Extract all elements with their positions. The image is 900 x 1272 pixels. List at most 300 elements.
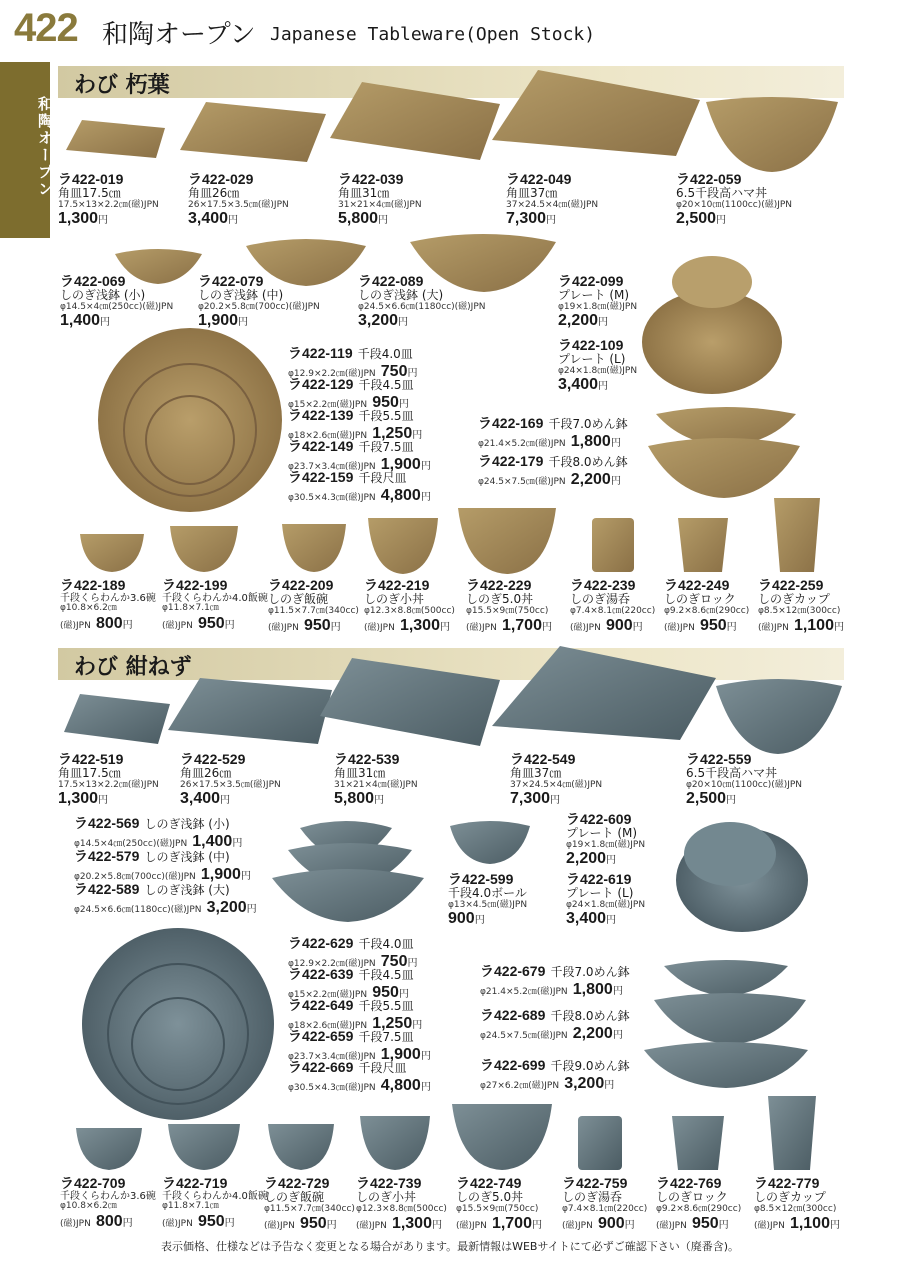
product-line: 5,800: [338, 210, 379, 228]
product-item: [358, 274, 486, 330]
product-spec: φ7.4×8.1㎝(220cc): [562, 1203, 648, 1214]
product-name: しのぎ小丼: [356, 1190, 417, 1205]
product-name: 6.5千段高ハマ丼: [676, 186, 768, 201]
product-spec: φ8.5×12㎝(300cc): [758, 605, 841, 616]
product-item: [656, 1176, 741, 1233]
product-line: 2,200: [566, 850, 607, 868]
product-spec: (磁)JPN: [570, 623, 601, 634]
product-price: 750: [380, 362, 408, 380]
product-price: 1,700: [491, 1215, 532, 1233]
product-code: ラ422-179: [478, 453, 544, 469]
yen-label: 円: [726, 795, 737, 807]
product-spec: (磁)JPN: [264, 1221, 295, 1232]
product-item: [364, 578, 455, 635]
product-line: [288, 1058, 431, 1076]
product-code: ラ422-639: [288, 966, 354, 982]
product-code: ラ422-129: [288, 376, 354, 392]
product-code: ラ422-039: [338, 171, 404, 187]
product-name: 角皿26㎝: [188, 186, 240, 201]
product-line: [480, 1006, 630, 1024]
product-code: ラ422-609: [566, 811, 632, 827]
yen-label: 円: [550, 795, 561, 807]
product-price: [338, 210, 422, 228]
product-spec: φ20×10㎝(1100cc)(磁)JPN: [686, 779, 803, 790]
square-plate-photo: [64, 694, 170, 744]
section-title: わび 紺ねず: [74, 655, 192, 680]
product-spec: φ20.2×5.8㎝(700cc)(磁)JPN: [198, 301, 320, 312]
yen-label: 円: [374, 795, 385, 807]
product-line: [288, 1076, 431, 1095]
product-item: [510, 752, 602, 808]
product-price: 950: [299, 1215, 327, 1233]
product-price: 950: [197, 615, 225, 633]
product-line: [264, 1214, 355, 1233]
noodle-bowl-photo: [654, 993, 806, 1044]
product-name: 千段くらわんか4.0飯碗: [162, 593, 268, 605]
product-item: [466, 578, 552, 635]
yen-label: 円: [598, 381, 609, 393]
cup-photo: [768, 1096, 816, 1170]
yen-label: 円: [439, 622, 450, 634]
product-item: [480, 1006, 630, 1042]
yen-label: 円: [246, 903, 257, 915]
product-price: [558, 376, 637, 394]
product-price: 4,800: [380, 486, 421, 504]
yen-label: 円: [624, 1220, 635, 1232]
product-price: 1,800: [572, 980, 613, 998]
product-code: ラ422-139: [288, 407, 354, 423]
product-name: しのぎ湯呑: [562, 1190, 623, 1205]
product-price: [566, 910, 645, 928]
product-line: [162, 1212, 268, 1231]
product-line: [288, 934, 417, 952]
product-line: 3,400: [188, 210, 229, 228]
yen-label: 円: [541, 622, 552, 634]
product-price: [566, 850, 645, 868]
product-price: 3,200: [206, 898, 247, 916]
product-code: ラ422-659: [288, 1028, 354, 1044]
product-code: ラ422-239: [570, 577, 636, 593]
product-spec: (磁)JPN: [60, 621, 91, 632]
product-name: 角皿37㎝: [506, 186, 558, 201]
product-spec: φ19×1.8㎝(磁)JPN: [566, 839, 646, 850]
product-item: [570, 578, 655, 635]
product-code: ラ422-079: [198, 273, 264, 289]
section-title: わび 朽葉: [74, 73, 170, 98]
product-spec: φ18×2.6㎝(磁)JPN: [288, 1020, 368, 1031]
product-line: [74, 898, 257, 917]
yen-label: 円: [232, 837, 243, 849]
product-price: [334, 790, 418, 808]
product-item: [162, 1176, 268, 1231]
product-line: 1,300: [58, 210, 99, 228]
product-line: [74, 814, 242, 832]
yen-label: 円: [398, 317, 409, 329]
product-price: [198, 312, 320, 330]
product-price: 950: [197, 1213, 225, 1231]
product-item: [456, 1176, 542, 1233]
product-spec: φ14.5×4㎝(250cc)(磁)JPN: [60, 301, 174, 312]
product-code: ラ422-539: [334, 751, 400, 767]
product-line: [288, 486, 431, 505]
yen-label: 円: [407, 367, 418, 379]
product-code: ラ422-769: [656, 1175, 722, 1191]
product-item: [162, 578, 268, 633]
yen-label: 円: [833, 622, 844, 634]
product-code: ラ422-119: [288, 345, 353, 361]
product-line: 3,400: [180, 790, 221, 808]
product-code: ラ422-069: [60, 273, 126, 289]
product-item: [264, 1176, 355, 1233]
product-code: ラ422-019: [58, 171, 124, 187]
yen-label: 円: [326, 1220, 337, 1232]
yen-label: 円: [378, 215, 389, 227]
product-code: ラ422-519: [58, 751, 124, 767]
stacked-plates-photo: [82, 928, 274, 1120]
product-price: 1,300: [399, 617, 440, 635]
product-price: [558, 312, 637, 330]
product-price: 1,900: [380, 1045, 421, 1063]
yen-label: 円: [474, 915, 485, 927]
product-name: 千段くらわんか3.6碗: [60, 1191, 156, 1203]
yen-label: 円: [606, 915, 617, 927]
product-name: 千段尺皿: [358, 471, 407, 485]
yen-label: 円: [228, 215, 239, 227]
yen-label: 円: [632, 622, 643, 634]
yen-label: 円: [407, 957, 418, 969]
product-item: [566, 812, 645, 868]
noodle-bowl-photo: [644, 1042, 808, 1088]
rock-glass-photo: [672, 1116, 724, 1170]
yen-label: 円: [100, 317, 111, 329]
product-name: 千段4.5皿: [358, 378, 414, 392]
product-price: [180, 790, 281, 808]
product-line: [478, 432, 628, 451]
yen-label: 円: [420, 491, 431, 503]
product-name: しのぎカップ: [758, 592, 830, 607]
product-name: プレート (L): [566, 886, 634, 901]
product-code: ラ422-589: [74, 881, 140, 897]
product-code: ラ422-729: [264, 1175, 330, 1191]
product-name: 千段5.5皿: [358, 409, 414, 423]
product-spec: φ11.8×7.1㎝: [162, 603, 219, 614]
product-spec: φ24.5×7.5㎝(磁)JPN: [478, 476, 566, 487]
yen-label: 円: [610, 437, 621, 449]
product-spec: (磁)JPN: [60, 1219, 91, 1230]
yen-label: 円: [546, 215, 557, 227]
product-price: 1,300: [391, 1215, 432, 1233]
product-item: [334, 752, 418, 808]
product-spec: φ24.5×7.5㎝(磁)JPN: [480, 1030, 568, 1041]
product-item: [478, 414, 628, 450]
product-code: ラ422-619: [566, 871, 632, 887]
product-spec: φ12.3×8.8㎝(500cc): [364, 605, 455, 616]
bowl-photo: [272, 869, 424, 922]
donburi-photo: [360, 1116, 430, 1170]
product-spec: (磁)JPN: [364, 623, 395, 634]
product-code: ラ422-259: [758, 577, 824, 593]
product-line: [288, 965, 414, 983]
product-spec: (磁)JPN: [356, 1221, 387, 1232]
product-item: [506, 172, 598, 228]
donburi-photo: [458, 508, 556, 574]
product-code: ラ422-719: [162, 1175, 228, 1191]
product-price: 900: [597, 1215, 625, 1233]
product-spec: φ21.4×5.2㎝(磁)JPN: [478, 438, 566, 449]
product-price: [188, 210, 289, 228]
product-name: 角皿31㎝: [338, 186, 390, 201]
product-line: 1,900: [198, 312, 239, 330]
product-item: [58, 172, 159, 228]
yen-label: 円: [98, 215, 109, 227]
product-price: 1,100: [793, 617, 834, 635]
product-spec: 17.5×13×2.2㎝(磁)JPN: [58, 779, 159, 790]
yen-label: 円: [330, 622, 341, 634]
product-line: 3,400: [566, 910, 607, 928]
product-price: 950: [699, 617, 727, 635]
product-name: 角皿37㎝: [510, 766, 562, 781]
product-price: 1,800: [570, 432, 611, 450]
product-price: 1,100: [789, 1215, 830, 1233]
product-name: プレート (L): [558, 352, 626, 367]
product-price: 1,900: [380, 455, 421, 473]
product-spec: φ20.2×5.8㎝(700cc)(磁)JPN: [74, 871, 196, 882]
product-spec: φ12.9×2.2㎝(磁)JPN: [288, 368, 376, 379]
product-line: 2,500: [676, 210, 717, 228]
bowl-photo: [716, 679, 842, 754]
product-name: 千段4.0皿: [358, 937, 414, 951]
rice-bowl-photo: [168, 1124, 240, 1170]
product-spec: (磁)JPN: [754, 1221, 785, 1232]
product-spec: φ24.5×6.6㎝(1180cc)(磁)JPN: [74, 904, 202, 915]
product-name: 千段7.5皿: [358, 440, 414, 454]
product-spec: φ20×10㎝(1100cc)(磁)JPN: [676, 199, 793, 210]
product-name: 千段くらわんか3.6碗: [60, 593, 156, 605]
product-spec: φ30.5×4.3㎝(磁)JPN: [288, 492, 376, 503]
plate-photo: [684, 822, 776, 886]
product-price: [506, 210, 598, 228]
product-spec: 31×21×4㎝(磁)JPN: [334, 779, 418, 790]
yen-label: 円: [420, 460, 431, 472]
product-name: 千段4.5皿: [358, 968, 414, 982]
product-price: [58, 790, 159, 808]
yen-label: 円: [726, 622, 737, 634]
product-price: 950: [372, 983, 399, 1001]
square-plate-photo: [492, 646, 716, 740]
product-item: [180, 752, 281, 808]
product-spec: φ15.5×9㎝(750cc): [466, 605, 549, 616]
product-item: [758, 578, 844, 635]
product-spec: (磁)JPN: [466, 623, 497, 634]
product-price: [358, 312, 486, 330]
product-spec: φ10.8×6.2㎝: [60, 603, 117, 614]
yen-label: 円: [420, 1050, 431, 1062]
product-name: しのぎ小丼: [364, 592, 425, 607]
product-spec: φ15×2.2㎝(磁)JPN: [288, 989, 368, 1000]
product-name: しのぎ浅鉢 (小): [144, 817, 230, 831]
product-item: [566, 872, 645, 928]
product-price: 800: [95, 1213, 123, 1231]
product-code: ラ422-209: [268, 577, 334, 593]
product-line: [288, 344, 417, 362]
side-tab-label: 和陶オープン: [36, 96, 54, 198]
page-number: 422: [14, 6, 78, 50]
product-code: ラ422-709: [60, 1175, 126, 1191]
product-name: 千段7.5皿: [358, 1030, 414, 1044]
donburi-photo: [368, 518, 438, 574]
product-item: [562, 1176, 647, 1233]
product-code: ラ422-219: [364, 577, 430, 593]
product-name: 角皿26㎝: [180, 766, 232, 781]
product-price: 4,800: [380, 1076, 421, 1094]
product-name: 千段8.0めん鉢: [548, 455, 628, 469]
cup-photo: [774, 498, 820, 572]
product-name: 千段くらわんか4.0飯碗: [162, 1191, 268, 1203]
product-price: [448, 910, 527, 928]
product-name: しのぎ湯呑: [570, 592, 631, 607]
product-item: [60, 578, 156, 633]
product-spec: φ18×2.6㎝(磁)JPN: [288, 430, 368, 441]
product-price: [676, 210, 792, 228]
product-name: 角皿17.5㎝: [58, 766, 121, 781]
yen-label: 円: [829, 1220, 840, 1232]
product-code: ラ422-739: [356, 1175, 422, 1191]
product-code: ラ422-689: [480, 1007, 546, 1023]
rice-bowl-photo: [80, 534, 144, 572]
product-price: 3,200: [564, 1074, 605, 1092]
yen-label: 円: [398, 988, 409, 1000]
product-line: [74, 880, 257, 898]
product-spec: (磁)JPN: [456, 1221, 487, 1232]
yen-label: 円: [612, 1029, 623, 1041]
product-spec: 37×24.5×4㎝(磁)JPN: [510, 779, 603, 790]
product-item: [60, 1176, 156, 1231]
product-spec: φ14.5×4㎝(250cc)(磁)JPN: [74, 838, 188, 849]
product-line: [480, 1056, 630, 1074]
product-price: 1,250: [372, 1014, 413, 1032]
product-code: ラ422-779: [754, 1175, 820, 1191]
product-item: [558, 338, 637, 394]
donburi-photo: [452, 1104, 552, 1170]
yen-label: 円: [238, 317, 249, 329]
product-code: ラ422-569: [74, 815, 140, 831]
product-item: [198, 274, 320, 330]
product-price: 950: [303, 617, 331, 635]
product-spec: φ30.5×4.3㎝(磁)JPN: [288, 1082, 376, 1093]
product-name: しのぎ浅鉢 (大): [144, 883, 230, 897]
bowl-photo: [706, 97, 838, 172]
yen-label: 円: [420, 1081, 431, 1093]
product-item: [664, 578, 749, 635]
product-price: 900: [605, 617, 633, 635]
product-name: 角皿31㎝: [334, 766, 386, 781]
product-code: ラ422-629: [288, 935, 354, 951]
yen-label: 円: [716, 215, 727, 227]
product-code: ラ422-559: [686, 751, 752, 767]
square-plate-photo: [320, 658, 500, 746]
yen-label: 円: [240, 870, 251, 882]
product-spec: (磁)JPN: [268, 623, 299, 634]
product-line: [268, 616, 359, 635]
product-line: [288, 406, 422, 424]
product-price: 950: [691, 1215, 719, 1233]
product-price: 750: [380, 952, 408, 970]
product-spec: φ23.7×3.4㎝(磁)JPN: [288, 461, 376, 472]
product-item: [74, 847, 251, 883]
yen-label: 円: [122, 620, 133, 632]
product-item: [74, 880, 257, 916]
product-spec: φ13×4.5㎝(磁)JPN: [448, 899, 528, 910]
product-name: しのぎ浅鉢 (大): [358, 288, 444, 303]
rice-bowl-photo: [170, 526, 238, 572]
product-price: 1,250: [372, 424, 413, 442]
product-spec: (磁)JPN: [664, 623, 695, 634]
product-spec: φ19×1.8㎝(磁)JPN: [558, 301, 638, 312]
product-line: [74, 847, 251, 865]
product-name: 千段4.0ボール: [448, 886, 527, 901]
product-line: [60, 1212, 156, 1231]
product-code: ラ422-109: [558, 337, 624, 353]
product-price: 950: [372, 393, 399, 411]
product-code: ラ422-159: [288, 469, 354, 485]
product-spec: 26×17.5×3.5㎝(磁)JPN: [180, 779, 281, 790]
product-line: [478, 470, 628, 489]
product-spec: φ10.8×6.2㎝: [60, 1201, 117, 1212]
product-code: ラ422-199: [162, 577, 228, 593]
product-line: [356, 1214, 447, 1233]
product-item: [480, 1056, 630, 1092]
product-name: しのぎ飯碗: [264, 1190, 325, 1205]
product-name: しのぎ浅鉢 (中): [198, 288, 284, 303]
product-spec: (磁)JPN: [562, 1221, 593, 1232]
product-spec: (磁)JPN: [758, 623, 789, 634]
yen-label: 円: [606, 855, 617, 867]
product-item: [58, 752, 159, 808]
product-code: ラ422-089: [358, 273, 424, 289]
product-price: 2,200: [572, 1024, 613, 1042]
product-line: [456, 1214, 542, 1233]
square-plate-photo: [492, 70, 700, 156]
product-code: ラ422-529: [180, 751, 246, 767]
product-spec: (磁)JPN: [162, 621, 193, 632]
product-item: [676, 172, 792, 228]
product-spec: φ11.5×7.7㎝(340cc): [264, 1203, 355, 1214]
yen-label: 円: [610, 475, 621, 487]
yen-label: 円: [98, 795, 109, 807]
product-code: ラ422-229: [466, 577, 532, 593]
teacup-photo: [578, 1116, 622, 1170]
product-name: 角皿17.5㎝: [58, 186, 121, 201]
product-code: ラ422-579: [74, 848, 140, 864]
rice-bowl-photo: [268, 1124, 334, 1170]
product-item: [754, 1176, 840, 1233]
product-line: 900: [448, 910, 475, 928]
product-line: 3,200: [358, 312, 399, 330]
square-plate-photo: [330, 82, 500, 160]
yen-label: 円: [224, 1218, 235, 1230]
product-line: [288, 437, 431, 455]
product-name: しのぎ浅鉢 (中): [144, 850, 230, 864]
yen-label: 円: [412, 1019, 423, 1031]
product-code: ラ422-099: [558, 273, 624, 289]
product-name: 千段8.0めん鉢: [550, 1009, 630, 1023]
product-spec: 17.5×13×2.2㎝(磁)JPN: [58, 199, 159, 210]
product-code: ラ422-029: [188, 171, 254, 187]
product-code: ラ422-549: [510, 751, 576, 767]
product-spec: 31×21×4㎝(磁)JPN: [338, 199, 422, 210]
product-spec: (磁)JPN: [656, 1221, 687, 1232]
product-item: [338, 172, 422, 228]
